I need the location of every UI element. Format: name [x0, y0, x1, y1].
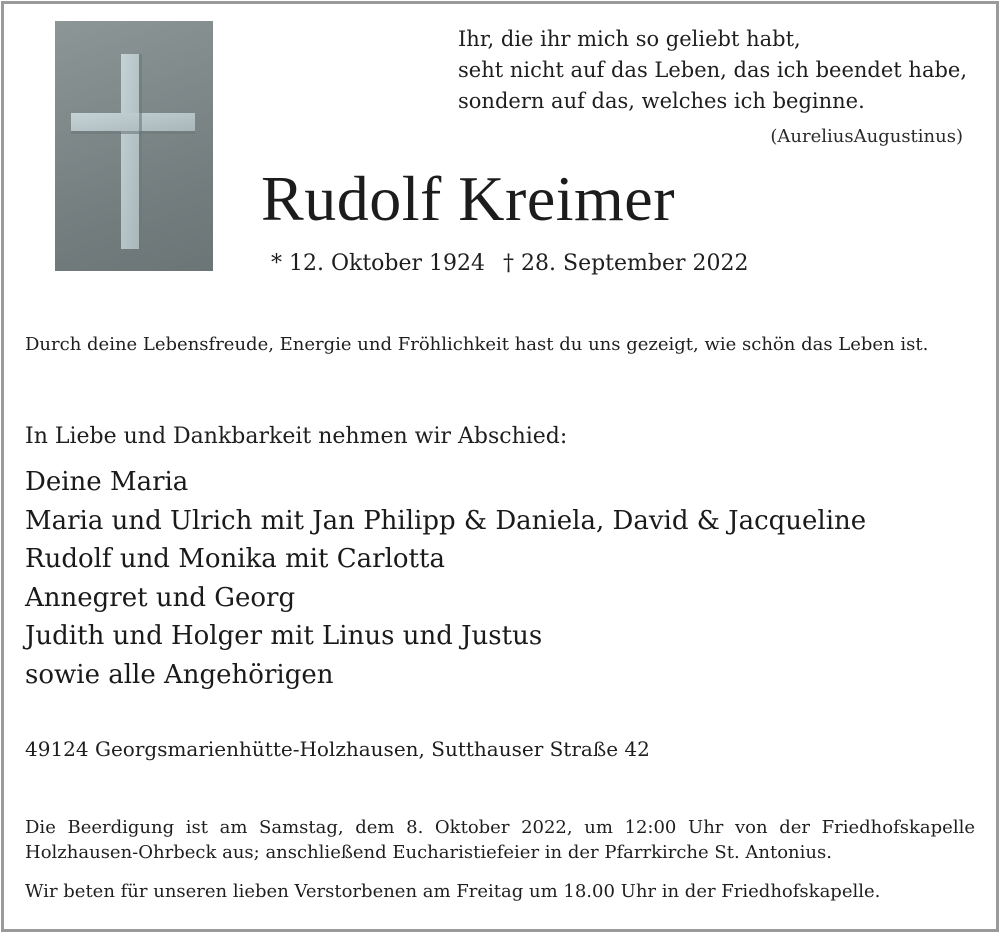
quote-author: (AureliusAugustinus)	[770, 126, 963, 147]
family-member: sowie alle Angehörigen	[25, 659, 334, 690]
quote-line: seht nicht auf das Leben, das ich beendet habe,	[458, 58, 968, 82]
family-member: Deine Maria	[25, 467, 189, 497]
family-member: Maria und Ulrich mit Jan Philipp & Daniela, David & Jacqueline	[25, 505, 867, 536]
prayer-info: Wir beten für unseren lieben Verstorbenen am Freitag um 18.00 Uhr in der Friedhofskapelle.	[25, 881, 881, 902]
family-member: Judith und Holger mit Linus und Justus	[25, 621, 543, 651]
intro-text: Durch deine Lebensfreude, Energie und Fröhlichkeit hast du uns gezeigt, wie schön das Leben ist.	[25, 334, 929, 355]
address: 49124 Georgsmarienhütte-Holzhausen, Sutthauser Straße 42	[25, 737, 650, 761]
quote-line: Ihr, die ihr mich so geliebt habt,	[458, 27, 801, 51]
death-date: † 28. September 2022	[503, 251, 749, 276]
life-dates	[271, 251, 749, 276]
family-member: Annegret und Georg	[25, 582, 296, 613]
cross-icon	[55, 21, 213, 271]
family-list	[25, 463, 866, 694]
farewell-heading: In Liebe und Dankbarkeit nehmen wir Abschied:	[25, 424, 568, 449]
family-member: Rudolf und Monika mit Carlotta	[25, 544, 445, 574]
cross-photo	[55, 21, 213, 271]
birth-date: * 12. Oktober 1924	[271, 251, 486, 276]
quote-line: sondern auf das, welches ich beginne.	[458, 89, 865, 113]
deceased-name: Rudolf Kreimer	[261, 163, 675, 234]
quote-block	[458, 24, 978, 147]
funeral-info: Die Beerdigung ist am Samstag, dem 8. Oktober 2022, um 12:00 Uhr von der Friedhofskapelle Holzhausen-Ohrbeck aus; anschließend Eucharistiefeier in der Pfarrkirche St. Antonius.	[25, 817, 975, 863]
